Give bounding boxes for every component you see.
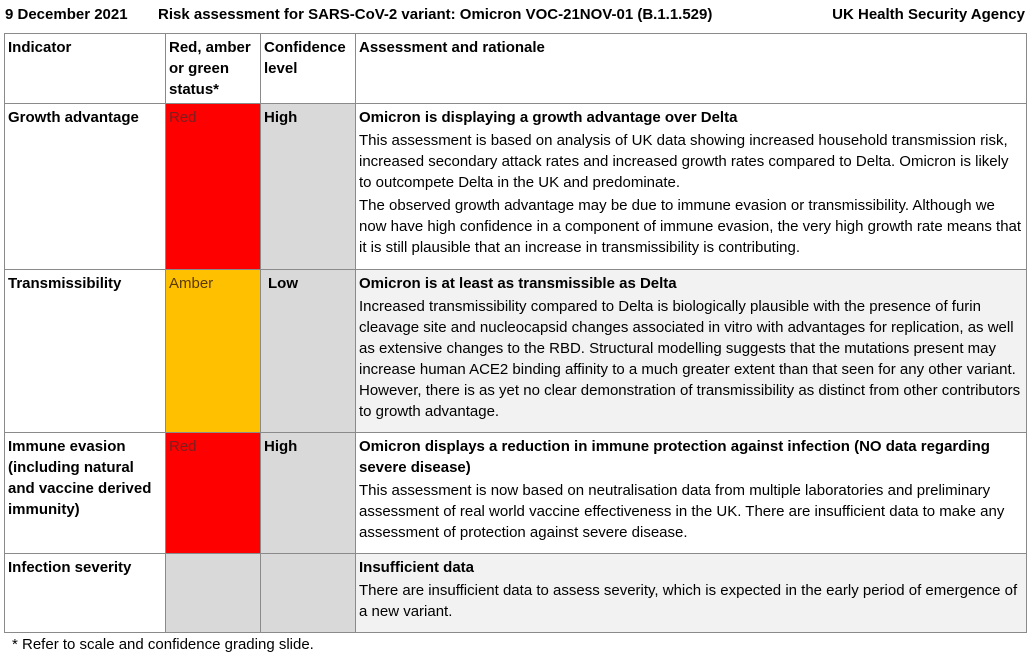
assessment-paragraph: Increased transmissibility compared to Delta is biologically plausible with the presence of furin cleavage site and nucleocapsid changes associated in vitro with advantages for replication, as well as extensive changes to the RBD. Structural modelling suggests that the mutations present may increase human ACE2 binding affinity to a much greater extent than that seen for any other variant. However, there is as yet no clear demonstration of transmissibility as distinct from other contributors to growth advantage. (359, 298, 1021, 420)
page-header (5, 6, 1025, 28)
header-indicator: Indicator (5, 34, 166, 104)
header-assessment: Assessment and rationale (356, 34, 1027, 104)
table-row (5, 554, 1027, 633)
page-title: Risk assessment for SARS-CoV-2 variant: Omicron VOC-21NOV-01 (B.1.1.529) (158, 6, 713, 23)
table-row (5, 270, 1027, 433)
status-cell: Red (166, 433, 261, 554)
status-cell: Red (166, 104, 261, 270)
table-row (5, 433, 1027, 554)
header-status: Red, amber or green status* (166, 34, 261, 104)
assessment-paragraph: The observed growth advantage may be due to immune evasion or transmissibility. Although we now have high confidence in a component of immune evasion, the very high growth rate means that it is still plausible that an increase in transmissibility is contributing. (359, 197, 1022, 256)
confidence-cell (261, 554, 356, 633)
table-row (5, 104, 1027, 270)
assessment-cell (356, 554, 1027, 633)
table-header-row (5, 34, 1027, 104)
assessment-title: Insufficient data (359, 559, 475, 576)
confidence-cell: High (261, 433, 356, 554)
indicator-cell: Transmissibility (5, 270, 166, 433)
indicator-cell: Immune evasion (including natural and vaccine derived immunity) (5, 433, 166, 554)
header-confidence: Confidence level (261, 34, 356, 104)
status-cell: Amber (166, 270, 261, 433)
assessment-cell (356, 270, 1027, 433)
indicator-cell: Infection severity (5, 554, 166, 633)
assessment-cell (356, 433, 1027, 554)
assessment-paragraph: This assessment is based on analysis of UK data showing increased household transmission risk, increased secondary attack rates and increased growth rates compared to Delta. Omicron is likely to outcompete Delta in the UK and predominate. (359, 132, 1009, 191)
assessment-paragraph: This assessment is now based on neutralisation data from multiple laboratories and preliminary assessment of real world vaccine effectiveness in the UK. There are insufficient data to make any assessment of protection against severe disease. (359, 482, 1005, 541)
assessment-title: Omicron is at least as transmissible as Delta (359, 275, 677, 292)
assessment-title: Omicron displays a reduction in immune protection against infection (NO data regarding severe disease) (359, 438, 990, 476)
report-date: 9 December 2021 (5, 6, 128, 23)
assessment-paragraph: There are insufficient data to assess severity, which is expected in the early period of emergence of a new variant. (359, 582, 1018, 620)
footnote: * Refer to scale and confidence grading slide. (12, 636, 314, 653)
agency-name: UK Health Security Agency (832, 6, 1025, 23)
confidence-cell: High (261, 104, 356, 270)
risk-assessment-table (4, 33, 1027, 633)
assessment-title: Omicron is displaying a growth advantage over Delta (359, 109, 738, 126)
confidence-cell: Low (261, 270, 356, 433)
status-cell (166, 554, 261, 633)
assessment-cell (356, 104, 1027, 270)
indicator-cell: Growth advantage (5, 104, 166, 270)
